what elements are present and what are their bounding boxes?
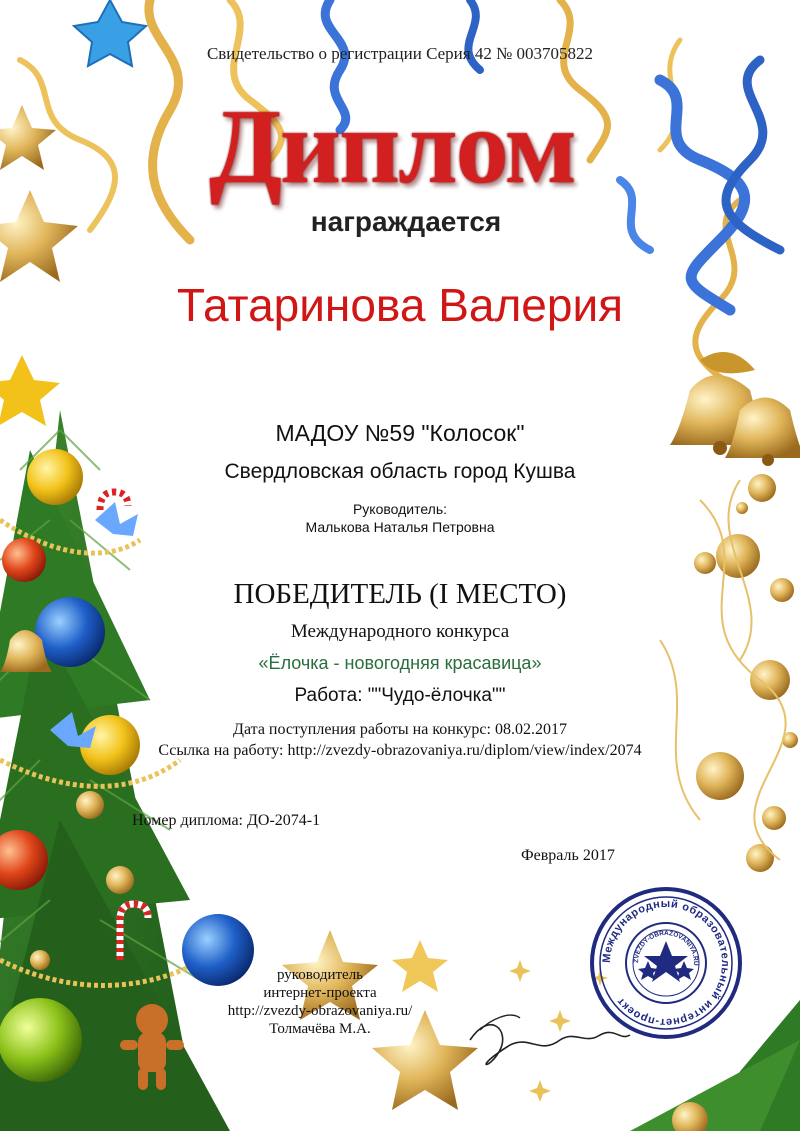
contest-name: «Ёлочка - новогодняя красавица» [258,653,542,673]
supervisor-label: Руководитель: [352,501,448,517]
registration-line: Свидетельство о регистрации Серия 42 № 003705822 [206,44,594,63]
stamp-outer-text: Международный образовательный интернет-проект [600,897,732,1029]
recipient-name: Татаринова Валерия [176,279,624,331]
issue-date: Февраль 2017 [521,847,615,864]
placement: ПОБЕДИТЕЛЬ (I МЕСТО) [233,578,567,610]
signature-block [190,966,450,1038]
contest-type: Международного конкурса [290,621,510,642]
work-link: Ссылка на работу: http://zvezdy-obrazovaniya.ru/diplom/view/index/2074 [158,742,642,759]
signature-url: http://zvezdy-obrazovaniya.ru/ [227,1003,413,1019]
diploma-title: Диплом [209,88,575,205]
awarded-label: награждается [310,206,502,237]
signature-role: руководитель [276,967,364,983]
stamp-inner-text: ZVEZDY-OBRAZOVANIYA.RU [632,929,700,966]
organization: МАДОУ №59 "Колосок" [275,420,525,446]
signature-name: Толмачёва М.А. [269,1021,371,1037]
supervisor-name: Малькова Наталья Петровна [305,519,495,535]
signature-scribble [470,1025,630,1065]
received-date: Дата поступления работы на конкурс: 08.02.2017 [233,721,567,738]
bells [670,352,800,466]
diploma-number: Номер диплома: ДО-2074-1 [132,812,321,829]
region: Свердловская область город Кушва [224,460,576,483]
signature-project: интернет-проекта [263,985,377,1001]
work-title: Работа: ""Чудо-ёлочка"" [294,685,506,706]
stamp-seal [592,889,740,1037]
